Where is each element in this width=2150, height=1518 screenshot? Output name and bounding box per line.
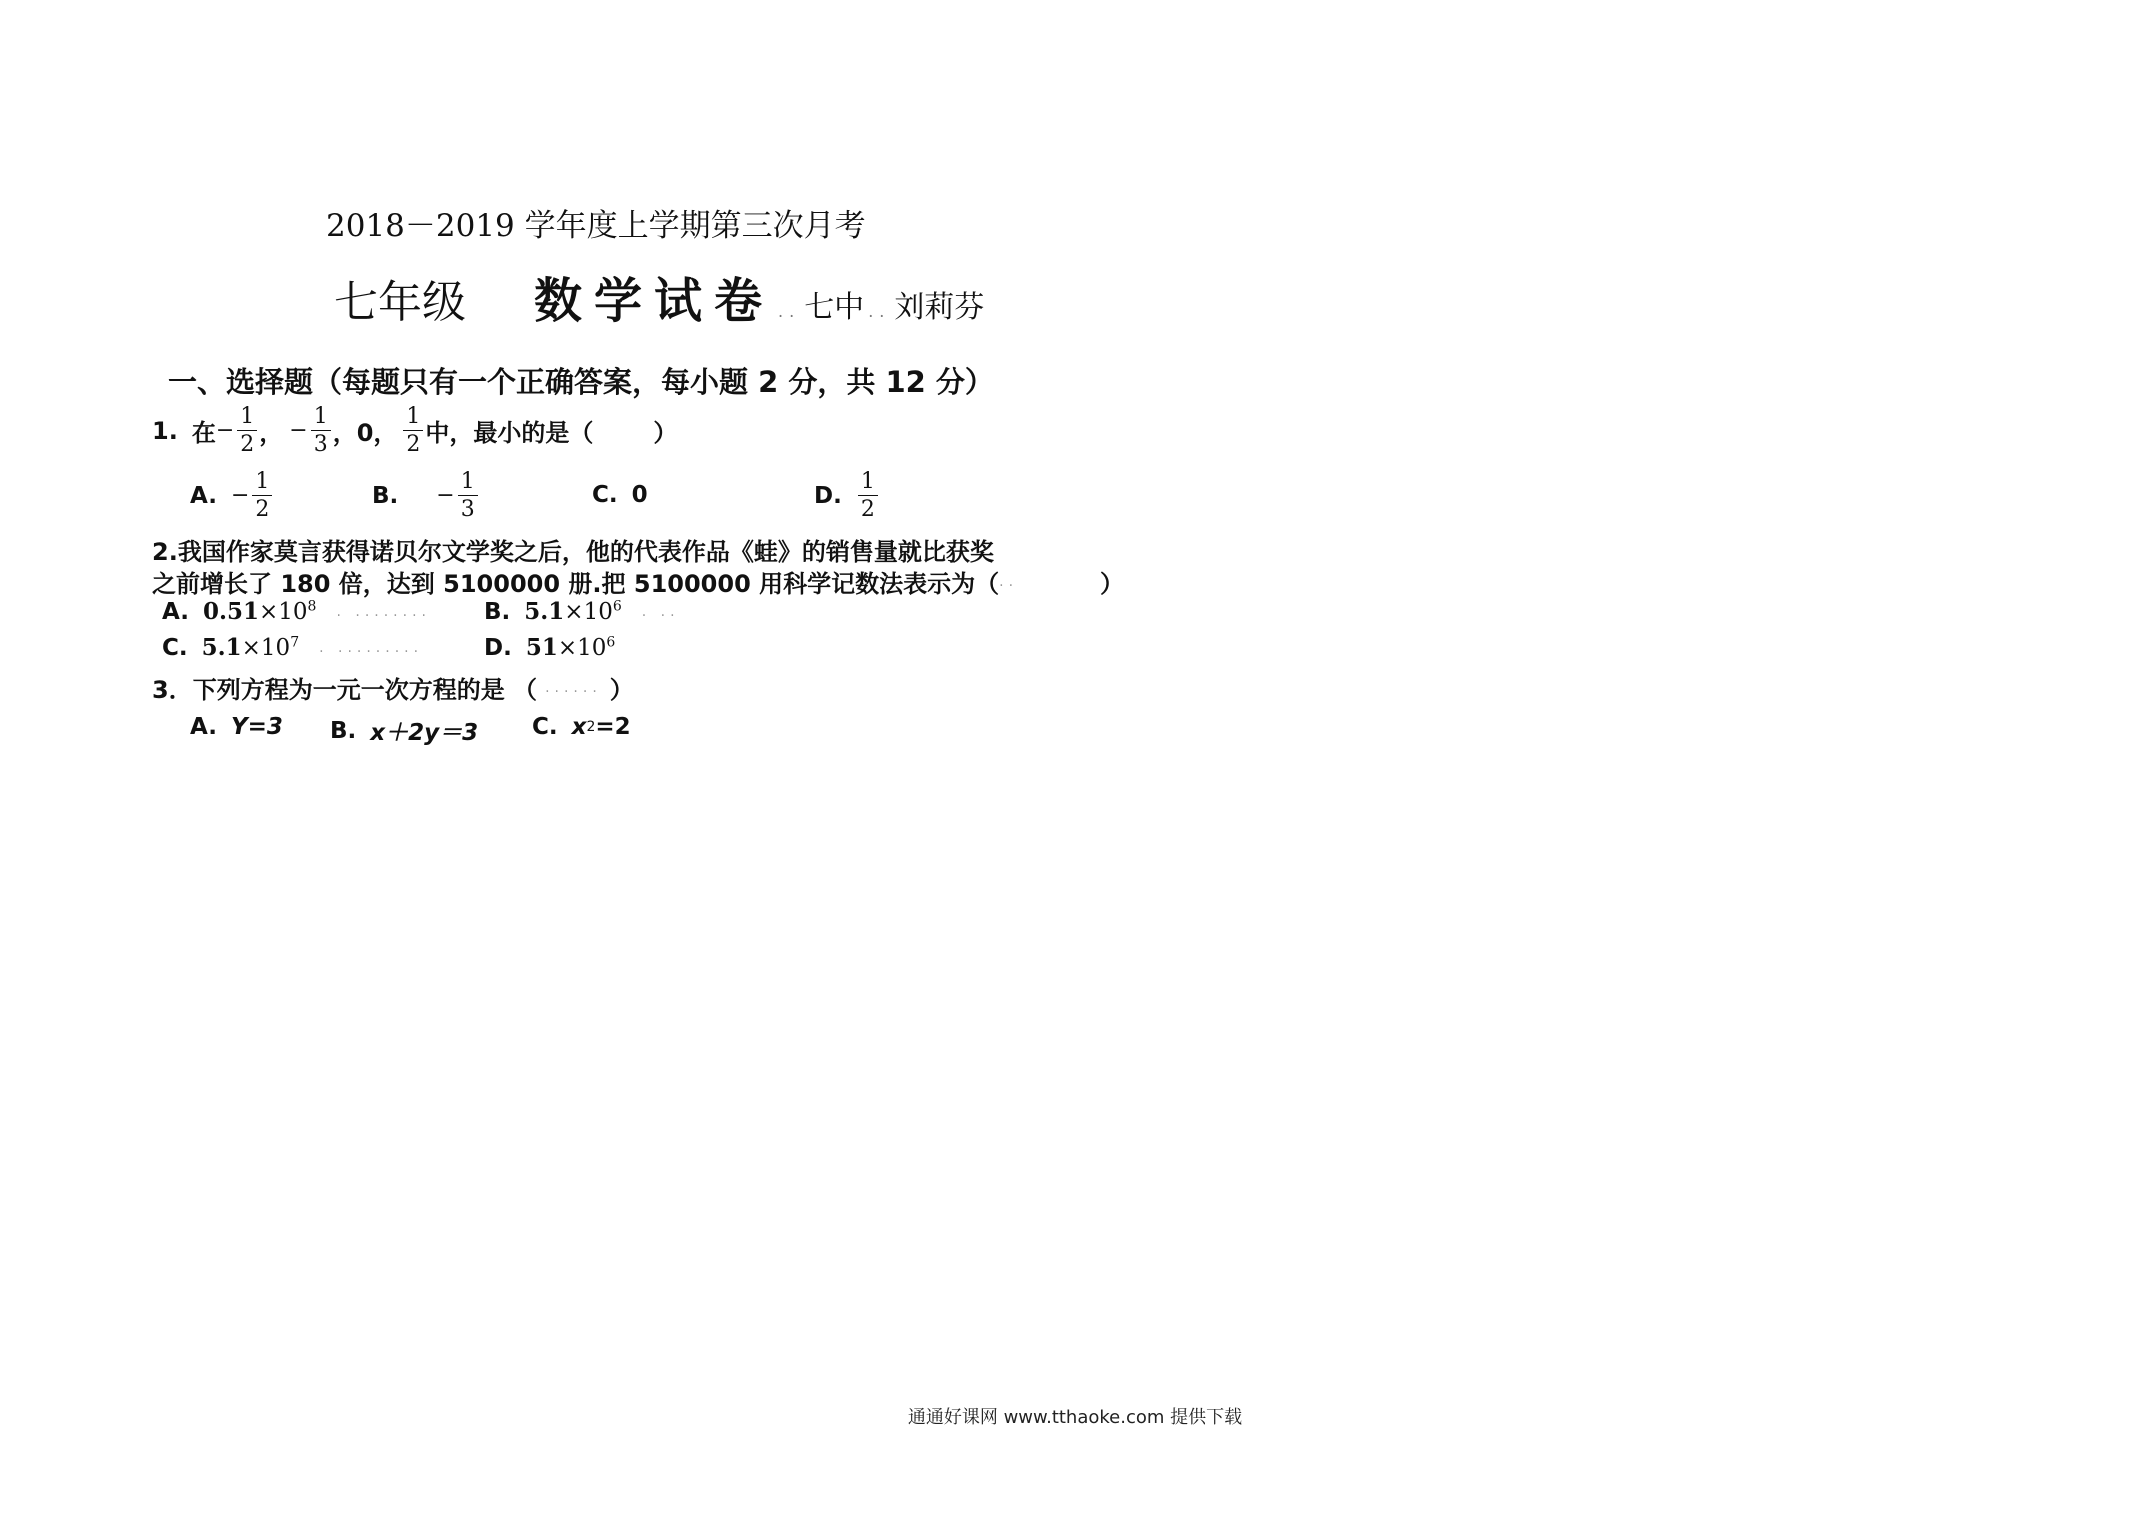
option-value	[203, 598, 317, 625]
exponent: 6	[606, 634, 616, 651]
option-label: B.	[372, 482, 399, 509]
exponent: 2	[586, 719, 596, 735]
option-value	[524, 598, 621, 625]
denominator: 3	[313, 432, 328, 458]
numerator: 1	[237, 405, 257, 431]
q2-option-a	[162, 598, 431, 625]
q1-option-b	[372, 470, 480, 521]
denominator: 2	[240, 432, 255, 458]
option-label: C.	[592, 482, 618, 508]
exponent: 6	[612, 598, 622, 615]
subject-title: 数学试卷	[534, 273, 775, 329]
option-value	[526, 634, 615, 661]
option-value: x＋2y＝3	[370, 720, 479, 746]
option-label: D.	[814, 482, 842, 509]
author-label: 刘莉芬	[894, 290, 985, 325]
option-label: A.	[190, 482, 217, 509]
option-label: A.	[162, 598, 189, 625]
minus-sign: −	[289, 418, 308, 444]
q1-prefix: 在	[191, 419, 216, 448]
section-heading: 一、选择题（每题只有一个正确答案，每小题 2 分，共 12 分）	[168, 365, 994, 399]
title-dots: ..	[778, 302, 801, 321]
option-value: =2	[595, 714, 631, 740]
q1-suffix: 中，最小的是（	[425, 419, 594, 448]
fraction	[237, 405, 257, 456]
times-ten: ×10	[241, 635, 291, 661]
q2-line-1: 2.我国作家莫言获得诺贝尔文学奖之后，他的代表作品《蛙》的销售量就比获奖	[152, 538, 994, 566]
fraction	[858, 470, 878, 521]
option-label: B.	[330, 717, 357, 744]
grade-label: 七年级	[334, 277, 466, 328]
close-paren: ）	[609, 676, 634, 704]
close-paren: ）	[1100, 570, 1125, 598]
q3-option-b	[330, 714, 478, 747]
q2-text: 之前增长了 180 倍，达到 5100000 册.把 5100000 用科学记数法表示为（	[152, 570, 1000, 598]
download-footer: 通通好课网 www.tthaoke.com 提供下载	[907, 1407, 1243, 1428]
q3-text: 3．下列方程为一元一次方程的是 （	[152, 676, 538, 704]
option-label: C.	[162, 634, 188, 661]
numerator: 1	[403, 405, 423, 431]
minus-sign: −	[230, 483, 250, 509]
option-label: D.	[484, 634, 512, 661]
fraction	[252, 470, 272, 521]
separator: ，0，	[332, 419, 398, 448]
denominator: 2	[255, 497, 270, 523]
q1-option-d	[814, 470, 880, 521]
title-row	[334, 262, 985, 329]
times-ten: ×10	[259, 599, 308, 625]
numerator: 1	[252, 470, 272, 496]
q1-option-a	[190, 470, 274, 521]
filler-dots: . .........	[319, 639, 424, 656]
q2-option-d	[484, 634, 615, 661]
q2-line-2	[152, 564, 1124, 599]
q3-option-c	[532, 714, 631, 740]
fraction	[403, 405, 423, 456]
school-label: 七中	[804, 290, 865, 325]
denominator: 3	[460, 497, 475, 523]
numerator: 1	[311, 405, 331, 431]
exponent: 8	[307, 598, 317, 615]
q1-option-c	[592, 482, 648, 508]
numerator: 1	[858, 470, 878, 496]
filler-dots: ......	[545, 679, 602, 696]
option-label: B.	[484, 598, 511, 625]
denominator: 2	[860, 497, 875, 523]
minus-sign: −	[215, 418, 235, 444]
variable: x	[571, 714, 587, 740]
separator: ，	[259, 419, 284, 448]
q2-option-c	[162, 634, 423, 661]
close-paren: ）	[653, 419, 678, 448]
question-3	[152, 670, 634, 705]
option-label: A.	[190, 714, 217, 740]
mantissa: 5.1	[524, 598, 565, 625]
fraction	[311, 405, 331, 456]
filler-dots: ..	[999, 573, 1019, 590]
exam-period-line: 2018－2019 学年度上学期第三次月考	[326, 208, 866, 244]
filler-dots: . ........	[336, 603, 431, 620]
question-1	[152, 405, 677, 456]
option-label: C.	[532, 714, 558, 740]
fraction	[458, 470, 478, 521]
denominator: 2	[406, 432, 421, 458]
title-dots: ..	[868, 302, 891, 321]
times-ten: ×10	[564, 599, 613, 625]
option-value: Y=3	[230, 714, 283, 740]
q1-number: 1.	[152, 416, 178, 445]
filler-dots: . ..	[641, 603, 680, 620]
mantissa: 51	[525, 634, 558, 661]
minus-sign: −	[436, 483, 455, 509]
times-ten: ×10	[557, 635, 607, 661]
mantissa: 5.1	[201, 634, 242, 661]
option-value: 0	[631, 482, 648, 508]
q2-option-b	[484, 598, 680, 625]
q3-option-a	[190, 714, 283, 740]
mantissa: 0.51	[202, 598, 259, 625]
numerator: 1	[458, 470, 478, 496]
option-value	[202, 634, 299, 661]
exponent: 7	[290, 634, 300, 651]
